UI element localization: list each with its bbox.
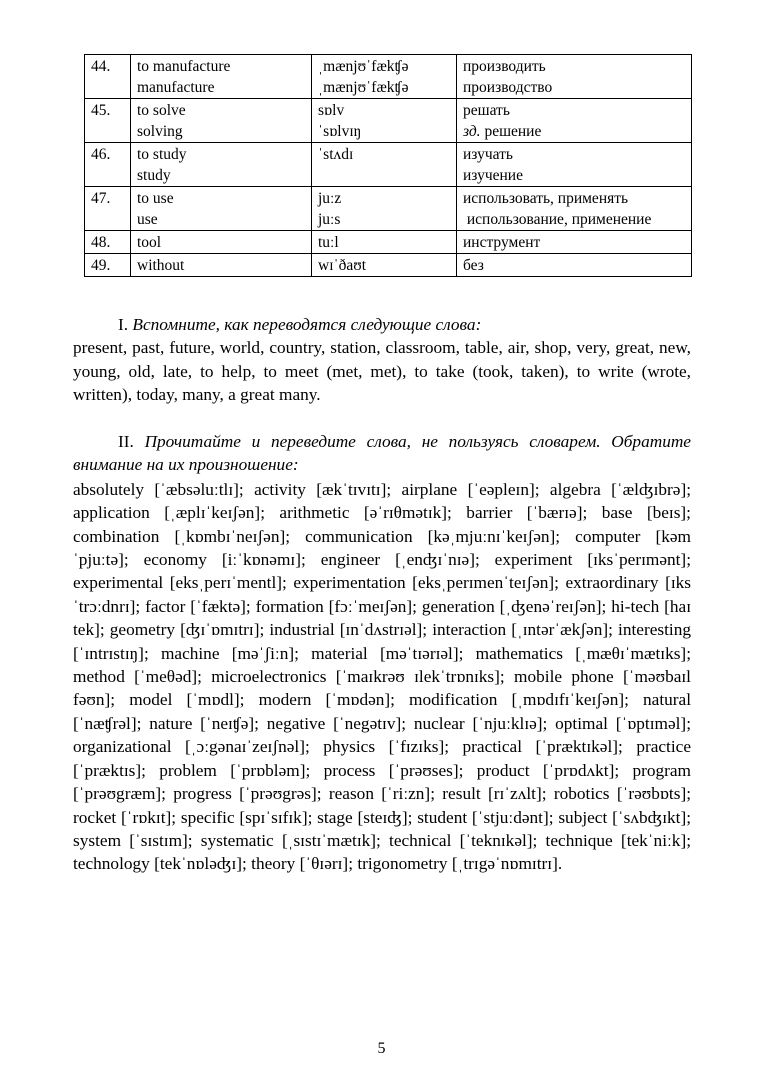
english-word [131,187,312,231]
english-line: to study [137,146,187,163]
english-line: to solve [137,102,186,119]
table-row [85,231,692,254]
english-line: to manufacture [137,58,231,75]
english-line: manufacture [137,79,215,96]
exercise-2 [73,430,691,876]
table-row [85,187,692,231]
english-line: study [137,167,171,184]
english-word [131,231,312,254]
transcription-line: juːs [318,211,341,228]
transcription-line: sɒlv [318,102,345,119]
russian-line: использование, применение [463,211,652,228]
exercise-1 [73,313,691,407]
english-word [131,55,312,99]
russian-line: без [463,257,484,274]
russian-line: инструмент [463,234,541,251]
russian-line: использовать, применять [463,190,629,207]
transcription-line: tuːl [318,234,339,251]
row-number: 48. [85,231,131,254]
russian-line: производить [463,58,546,75]
row-number: 44. [85,55,131,99]
transcription [312,254,457,277]
transcription-line: wɪˈðaʊt [318,257,367,274]
page-number: 5 [377,1040,386,1057]
russian-line: решать [463,102,510,119]
row-number: 49. [85,254,131,277]
exercise-1-text: present, past, future, world, country, station, classroom, table, air, shop, very, great, new, young, old, late, to help, to meet (met, met), to take (took, taken), to write (wrote, written), today, many, a great many. [73,338,691,405]
russian-translation [457,231,692,254]
row-number: 47. [85,187,131,231]
exercise-1-numeral: I. [118,315,129,334]
exercise-1-heading [73,313,691,336]
russian-line: изучение [463,167,523,184]
table-row [85,55,692,99]
russian-translation [457,143,692,187]
english-word [131,99,312,143]
russian-translation [457,55,692,99]
english-line: without [137,257,185,274]
transcription-line: ˈstʌdɪ [318,146,354,163]
english-word [131,143,312,187]
english-word [131,254,312,277]
transcription-line: ˈsɒlvɪŋ [318,123,362,140]
english-line: solving [137,123,183,140]
russian-translation [457,99,692,143]
exercise-2-numeral: II. [118,432,134,451]
vocabulary-table [84,54,692,277]
transcription [312,143,457,187]
russian-line: производство [463,79,553,96]
table-row [85,143,692,187]
transcription [312,99,457,143]
english-line: use [137,211,158,228]
table-row [85,99,692,143]
table-row [85,254,692,277]
exercise-1-instruction: Вспомните, как переводятся следующие слова: [132,315,482,334]
russian-line: изучать [463,146,513,163]
transcription [312,231,457,254]
exercise-2-instruction: Прочитайте и переведите слова, не пользуясь словарем. Обратите внимание на их произношение: [73,432,691,475]
russian-line: зд. решение [463,123,542,140]
transcription-line: ˌmænjʊˈfækʧə [318,79,409,96]
english-line: to use [137,190,174,207]
russian-translation [457,187,692,231]
row-number: 45. [85,99,131,143]
exercise-2-heading [73,430,691,477]
english-line: tool [137,234,162,251]
row-number: 46. [85,143,131,187]
transcription [312,55,457,99]
russian-translation [457,254,692,277]
transcription-line: ˌmænjʊˈfækʧə [318,58,409,75]
exercise-2-text: absolutely [ˈæbsəluːtlɪ]; activity [ækˈtɪvɪtɪ]; airplane [ˈeəpleɪn]; algebra [ˈælʤɪbrə]; application [ˌæplɪˈkeɪʃən]; arithmetic [əˈrɪθmətɪk]; barrier [ˈbærɪə]; base [beɪs]; combination [ˌkɒmbɪˈneɪʃən]; communication [kəˌmjuːnɪˈkeɪʃən]; computer [kəmˈpjuːtə]; economy [iːˈkɒnəmɪ]; engineer [ˌenʤɪˈnɪə]; experiment [ɪksˈperɪmənt]; experimental [eksˌperɪˈmentl]; experimentation [eksˌperɪmenˈteɪʃən]; extraordinary [ɪksˈtrɔːdnrɪ]; factor [ˈfæktə]; formation [fɔːˈmeɪʃən]; generation [ˌʤenəˈreɪʃən]; hi-tech [haɪ tek]; geometry [ʤɪˈɒmɪtrɪ]; industrial [ɪnˈdʌstrɪəl]; interaction [ˌɪntərˈækʃən]; interesting [ˈɪntrɪstɪŋ]; machine [məˈʃiːn]; material [məˈtɪərɪəl]; mathematics [ˌmæθɪˈmætɪks]; method [ˈmeθəd]; microelectronics [ˈmaɪkrəʊ ɪlekˈtrɒnɪks]; mobile phone [ˈməʊbaɪl fəʊn]; model [ˈmɒdl]; modern [ˈmɒdən]; modification [ˌmɒdɪfɪˈkeɪʃən]; natural [ˈnæʧrəl]; nature [ˈneɪʧə]; negative [ˈnegətɪv]; nuclear [ˈnjuːklɪə]; optimal [ˈɒptɪməl]; organizational [ˌɔːgənaɪˈzeɪʃnəl]; physics [ˈfɪzɪks]; practical [ˈpræktɪkəl]; practice [ˈpræktɪs]; problem [ˈprɒbləm]; process [ˈprəʊses]; product [ˈprɒdʌkt]; program [ˈprəʊgræm]; progress [ˈprəʊgrəs]; reason [ˈriːzn]; result [rɪˈzʌlt]; robotics [ˈrəʊbɒts]; rocket [ˈrɒkɪt]; specific [spɪˈsɪfɪk]; stage [steɪʤ]; student [ˈstjuːdənt]; subject [ˈsʌbʤɪkt]; system [ˈsɪstɪm]; systematic [ˌsɪstɪˈmætɪk]; technical [ˈteknɪkəl]; technique [tekˈniːk]; technology [tekˈnɒləʤɪ]; theory [ˈθɪərɪ]; trigonometry [ˌtrɪgəˈnɒmɪtrɪ]. [73,479,691,874]
transcription-line: juːz [318,190,342,207]
transcription [312,187,457,231]
